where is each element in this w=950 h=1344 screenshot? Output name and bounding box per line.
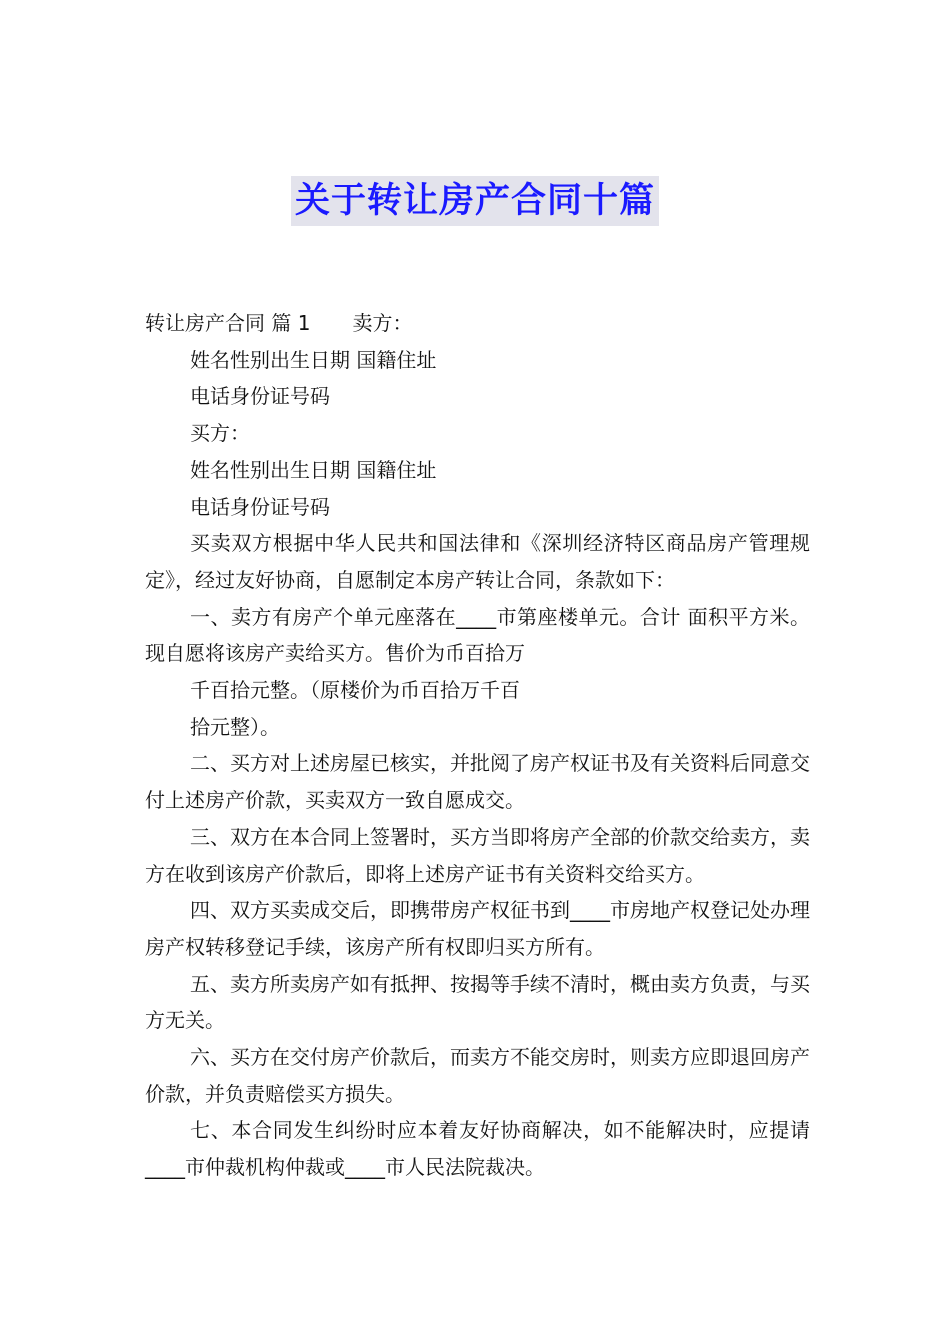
seller-fields-2: 电话身份证号码 <box>190 384 330 409</box>
clause-6-paragraph: 六、买方在交付房产价款后，而卖方不能交房时，则卖方应即退回房产价款，并负责赔偿买方损失。 <box>145 1045 810 1106</box>
clause-5-paragraph: 五、卖方所卖房产如有抵押、按揭等手续不清时，概由卖方负责，与买方无关。 <box>145 971 810 1033</box>
document-title: 关于转让房产合同十篇 <box>291 176 659 226</box>
seller-fields-1: 姓名性别出生日期 国籍住址 <box>190 347 437 372</box>
buyer-fields-2: 电话身份证号码 <box>190 494 330 519</box>
document-body <box>145 305 810 1186</box>
intro-paragraph: 买卖双方根据中华人民共和国法律和《深圳经济特区商品房产管理规定》，经过友好协商，自愿制定本房产转让合同，条款如下： <box>145 531 810 592</box>
article-heading: 转让房产合同 篇 1 <box>145 311 311 335</box>
clause-7-paragraph: 七、本合同发生纠纷时应本着友好协商解决，如不能解决时，应提请____市仲裁机构仲裁或____市人民法院裁决。 <box>145 1118 810 1180</box>
article-heading-line <box>145 305 810 342</box>
clause-1-paragraph: 一、卖方有房产个单元座落在____市第座楼单元。合计 面积平方米。现自愿将该房产卖给买方。售价为币百拾万 <box>145 604 810 666</box>
title-container <box>0 176 950 226</box>
clause-1-continuation-2: 拾元整）。 <box>190 714 280 739</box>
clause-2-paragraph: 二、买方对上述房屋已核实，并批阅了房产权证书及有关资料后同意交付上述房产价款，买卖双方一致自愿成交。 <box>145 751 810 813</box>
clause-1-continuation-1: 千百拾元整。（原楼价为币百拾万千百 <box>190 678 520 703</box>
clause-4-paragraph: 四、双方买卖成交后，即携带房产权征书到____市房地产权登记处办理房产权转移登记手续，该房产所有权即归买方所有。 <box>145 898 810 959</box>
buyer-label: 买方： <box>190 421 250 446</box>
clause-3-paragraph: 三、双方在本合同上签署时，买方当即将房产全部的价款交给卖方，卖方在收到该房产价款后，即将上述房产证书有关资料交给买方。 <box>145 824 810 886</box>
buyer-fields-1: 姓名性别出生日期 国籍住址 <box>190 457 437 482</box>
seller-label: 卖方： <box>352 311 413 335</box>
